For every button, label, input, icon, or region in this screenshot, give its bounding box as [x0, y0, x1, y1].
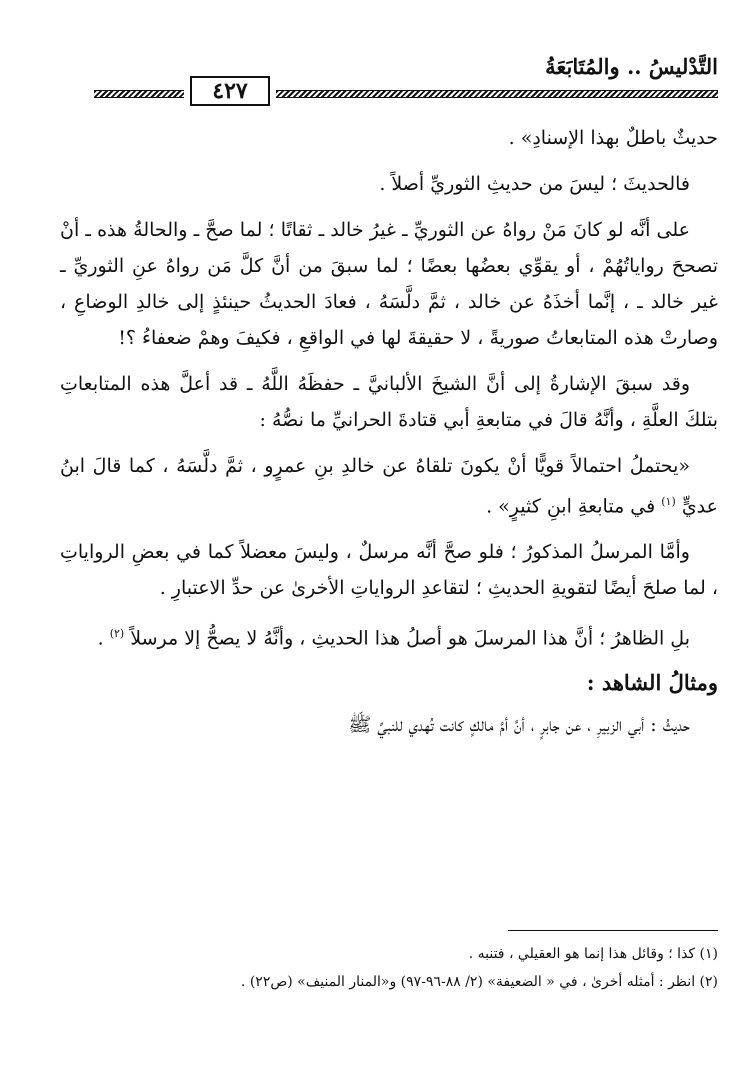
paragraph-8: حديثُ : أبي الزبيرِ ، عن جابرٍ ، أنَّ أمَّ مالكٍ كانت تُهدي للنبيِّ ﷺ	[348, 713, 690, 736]
paragraph-5-end: في متابعةِ ابنِ كثيرٍ» .	[486, 495, 656, 518]
paragraph-7	[60, 616, 718, 656]
page-header	[88, 52, 718, 112]
paragraph-1: حديثٌ باطلٌ بهذا الإسنادِ» .	[508, 127, 718, 149]
footnotes	[60, 940, 718, 996]
page-number: ٤٢٧	[190, 76, 270, 106]
header-rule-right	[276, 90, 718, 98]
footnote-2: (٢) انظر : أمثله أخرىٰ ، في « الضعيفة» (٢/ ٨٨-٩٦-٩٧) و«المنار المنيف» (ص٢٢) .	[240, 974, 718, 990]
main-text	[60, 120, 718, 743]
paragraph-3: على أنَّه لو كانَ مَنْ رواهُ عن الثوريِّ ـ غيرُ خالد ـ ثقاتًا ؛ لما صحَّ ـ والحالةُ هذه ـ أنْ تصححَ رواياتُهُمْ ، أو يقوِّي بعضُها بعضًا ؛ لما سبقَ من أنَّ كلَّ مَن رواهُ عنِ الثوريِّ ـ غير خالد ـ ، إنَّما أخذَهُ عن خالد ، ثمَّ دلَّسَهُ ، فعادَ الحديثُ حينئذٍ إلى خالدِ الوضاعِ ، وصارتْ هذه المتابعاتُ صوريةً ، لا حقيقةَ لها في الواقعِ ، فكيفَ وهمْ ضعفاءُ ؟!	[60, 219, 718, 349]
section-heading: ومثالُ الشاهد :	[586, 669, 718, 695]
footnote-ref-1: (١)	[661, 495, 676, 508]
paragraph-4: وقد سبقَ الإشارةُ إلى أنَّ الشيخَ الألبانيَّ ـ حفظَهُ اللَّهُ ـ قد أعلَّ هذه المتابعاتِ بتلكَ العلَّةِ ، وأنَّهُ قالَ في متابعةِ أبي قتادةَ الحرانيِّ ما نصُّهُ :	[60, 373, 718, 431]
paragraph-7-text: بلِ الظاهرُ ؛ أنَّ هذا المرسلَ هو أصلُ هذا الحديثِ ، وأنَّهُ لا يصحُّ إلا مرسلاً	[130, 627, 690, 650]
paragraph-2: فالحديثَ ؛ ليسَ من حديثِ الثوريِّ أصلاً .	[379, 173, 690, 195]
paragraph-7-end: .	[97, 627, 104, 650]
footnote-ref-2: (٢)	[109, 627, 125, 641]
footnote-separator	[508, 930, 718, 931]
paragraph-5	[60, 448, 718, 524]
running-title: التَّدْليسُ .. والمُتَابَعَةُ	[545, 54, 718, 79]
paragraph-6: وأمَّا المرسلُ المذكورُ ؛ فلو صحَّ أنَّه مرسلٌ ، وليسَ معضلاً كما في بعضِ الرواياتِ ، لما صلحَ أيضًا لتقويةِ الحديثِ ؛ لتقاعدِ الرواياتِ الأخرىٰ عن حدِّ الاعتبارِ .	[60, 541, 718, 600]
header-rule-left	[94, 90, 184, 98]
footnote-1: (١) كذا ؛ وقائل هذا إنما هو العقيلي ، فتنبه .	[468, 946, 718, 962]
paragraph-5-text: «يحتملُ احتمالاً قويًّا أنْ يكونَ تلقاهُ عن خالدِ بنِ عمرٍو ، ثمَّ دلَّسَهُ ، كما قالَ ابنُ عديٍّ	[60, 455, 718, 518]
